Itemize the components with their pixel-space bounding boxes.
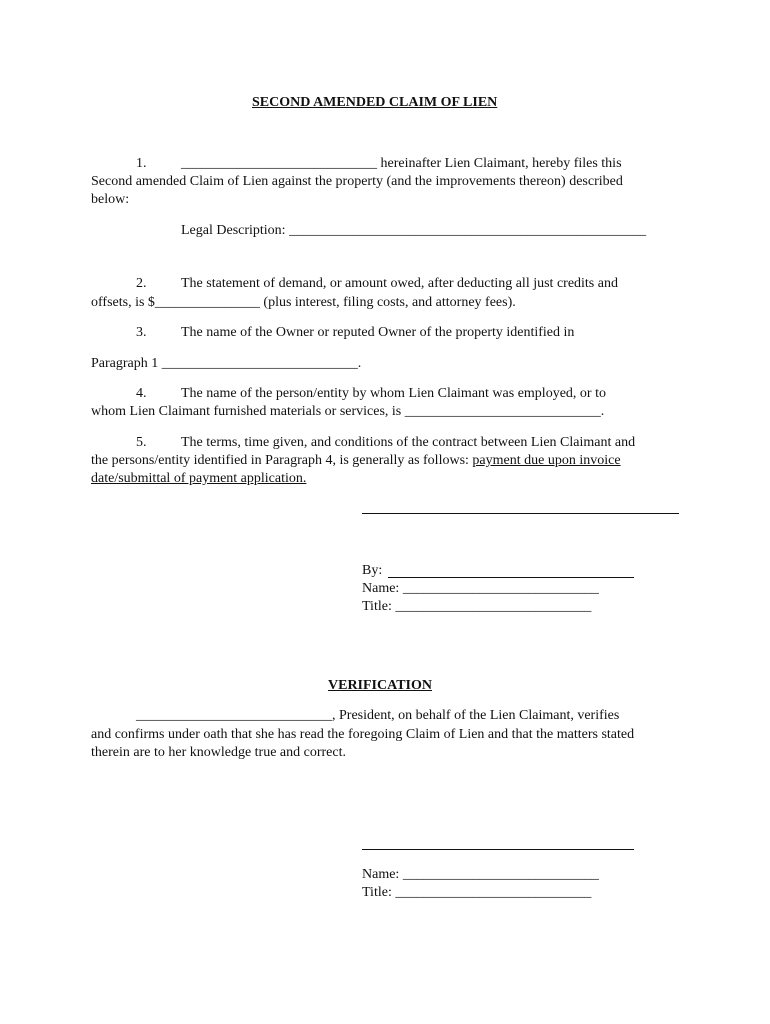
payment-terms-text-continued: date/submittal of payment application. bbox=[91, 471, 307, 486]
signer-name-field: Name: ____________________________ bbox=[362, 581, 599, 596]
verification-line-3: therein are to her knowledge true and correct. bbox=[91, 745, 346, 760]
paragraph-4-number: 4. bbox=[136, 386, 147, 401]
paragraph-1-line-3: below: bbox=[91, 192, 130, 207]
paragraph-5-line-1: The terms, time given, and conditions of the contract between Lien Claimant and bbox=[181, 435, 636, 450]
paragraph-4-line-1: The name of the person/entity by whom Lien Claimant was employed, or to bbox=[181, 386, 606, 401]
paragraph-2-line-2: offsets, is $_______________ (plus interest, filing costs, and attorney fees). bbox=[91, 295, 516, 310]
verifier-title-field: Title: ____________________________ bbox=[362, 885, 592, 900]
verification-line-2: and confirms under oath that she has read the foregoing Claim of Lien and that the matters stated bbox=[91, 727, 635, 742]
payment-terms-text: payment due upon invoice bbox=[472, 453, 621, 468]
paragraph-4-line-2: whom Lien Claimant furnished materials or services, is ____________________________. bbox=[91, 404, 605, 419]
verification-heading: VERIFICATION bbox=[328, 678, 432, 693]
by-label: By: bbox=[362, 563, 383, 578]
legal-description-field: Legal Description: ___________________________________________________ bbox=[181, 223, 647, 238]
paragraph-1-line-1: ____________________________ hereinafter Lien Claimant, hereby files this bbox=[181, 156, 622, 171]
verification-line-1: ____________________________, President, on behalf of the Lien Claimant, verifies bbox=[136, 708, 620, 723]
paragraph-5-line-2 bbox=[91, 452, 621, 470]
paragraph-3-line-2: Paragraph 1 ____________________________. bbox=[91, 356, 362, 371]
by-signature-line bbox=[388, 577, 634, 578]
paragraph-5-line-2-text: the persons/entity identified in Paragraph 4, is generally as follows: bbox=[91, 453, 473, 468]
paragraph-2-number: 2. bbox=[136, 276, 147, 291]
paragraph-2-line-1: The statement of demand, or amount owed, after deducting all just credits and bbox=[181, 276, 618, 291]
verification-signature-line bbox=[362, 849, 634, 850]
signer-title-field: Title: ____________________________ bbox=[362, 599, 592, 614]
claimant-signature-line bbox=[362, 513, 679, 514]
paragraph-1-line-2: Second amended Claim of Lien against the property (and the improvements thereon) described bbox=[91, 174, 623, 189]
paragraph-5-number: 5. bbox=[136, 435, 147, 450]
paragraph-3-number: 3. bbox=[136, 325, 147, 340]
verifier-name-field: Name: ____________________________ bbox=[362, 867, 599, 882]
document-title: SECOND AMENDED CLAIM OF LIEN bbox=[252, 95, 498, 110]
paragraph-1-number: 1. bbox=[136, 156, 147, 171]
paragraph-3-line-1: The name of the Owner or reputed Owner of the property identified in bbox=[181, 325, 575, 340]
